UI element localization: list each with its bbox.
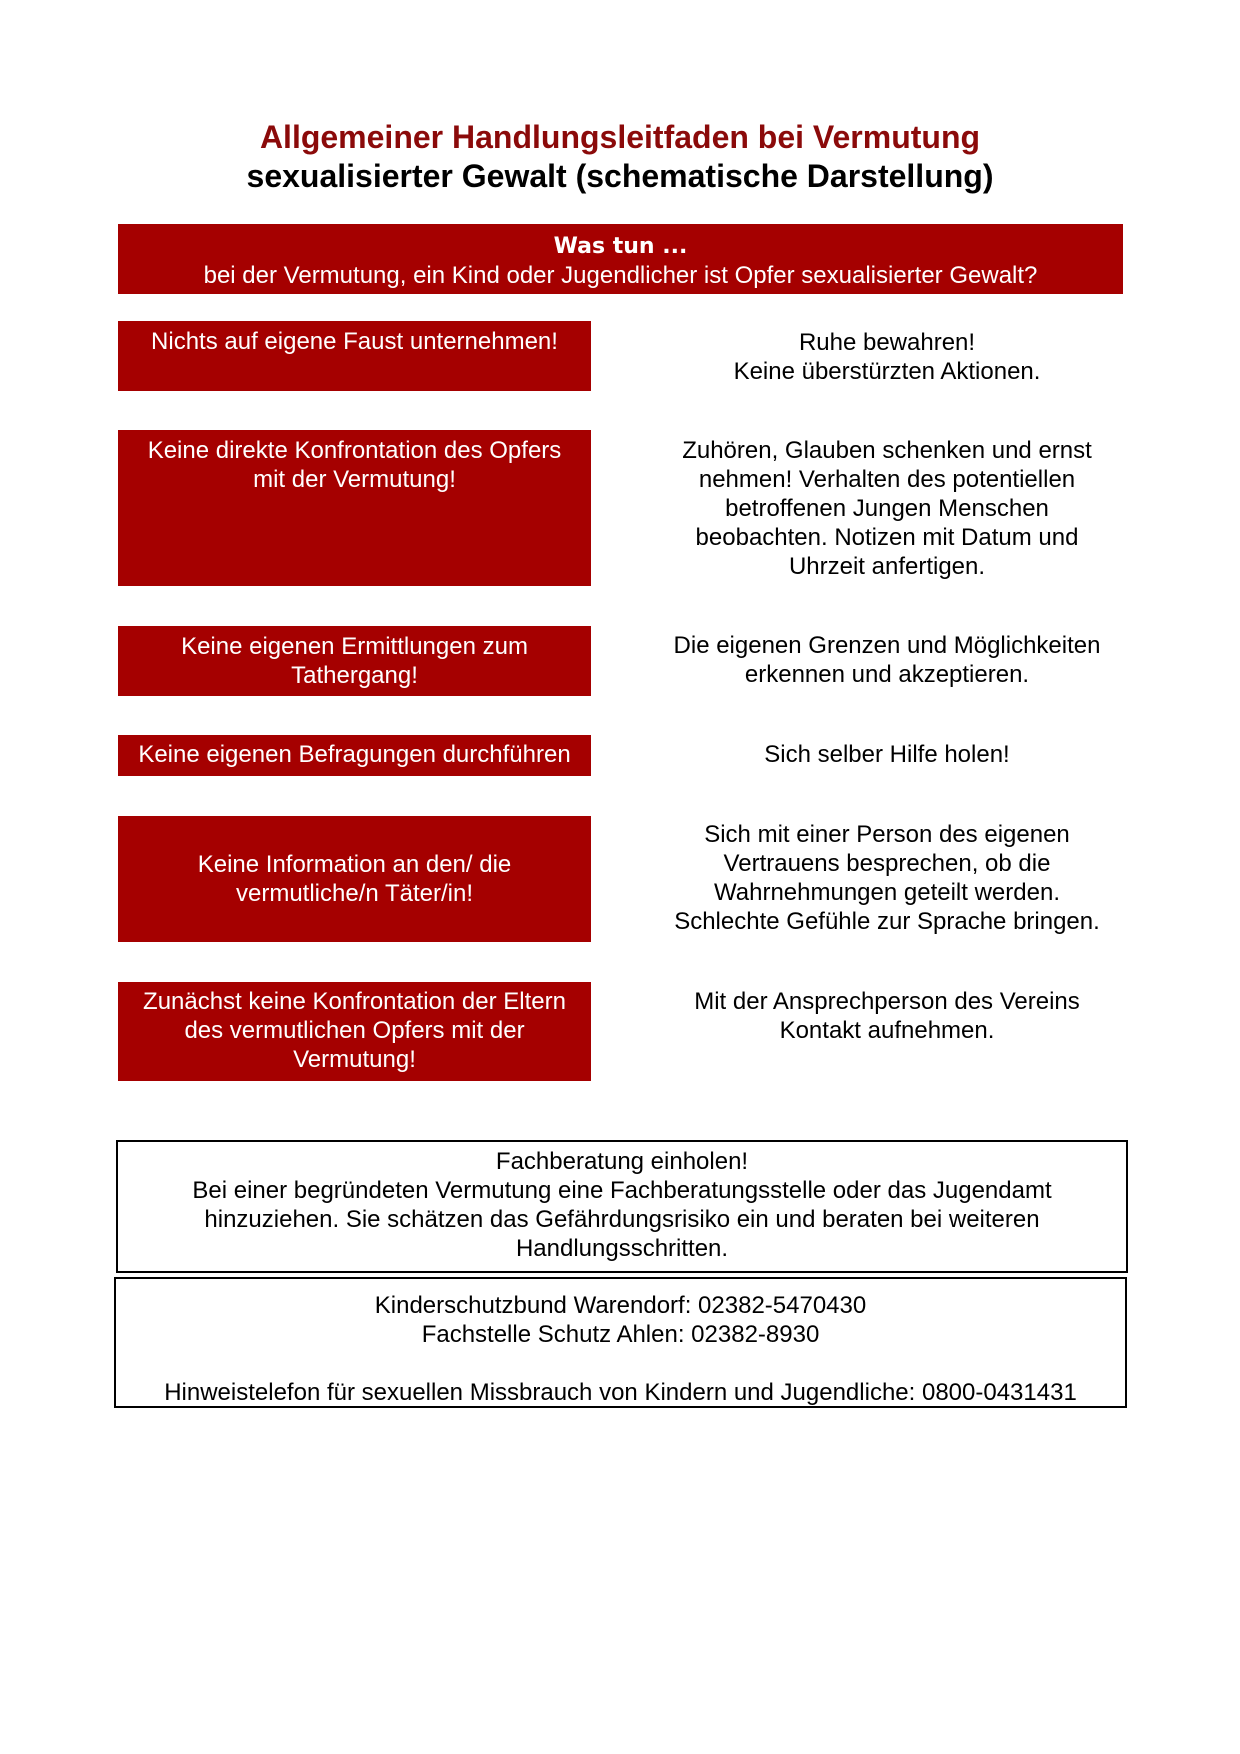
contact-line: Fachstelle Schutz Ahlen: 02382-8930 [421, 1321, 820, 1348]
left-box-text: vermutliche/n Täter/in! [236, 880, 473, 907]
right-text-line: Mit der Ansprechperson des Vereins [694, 988, 1080, 1015]
right-text-line: erkennen und akzeptieren. [744, 661, 1030, 688]
right-text-line: betroffenen Jungen Menschen [725, 495, 1049, 522]
left-box-1 [118, 321, 591, 391]
left-box-text: Keine eigenen Ermittlungen zum [181, 633, 528, 660]
contacts-box [114, 1277, 1127, 1408]
left-box-text: Zunächst keine Konfrontation der Eltern [143, 988, 566, 1015]
right-text-line: Sich mit einer Person des eigenen [704, 821, 1070, 848]
right-text-4 [652, 740, 1122, 769]
fachberatung-line: hinzuziehen. Sie schätzen das Gefährdungsrisiko ein und beraten bei weiteren [204, 1206, 1040, 1233]
left-box-6 [118, 982, 591, 1081]
left-box-4 [118, 735, 591, 776]
right-text-3 [652, 631, 1122, 689]
right-text-6 [652, 987, 1122, 1045]
header-line2: bei der Vermutung, ein Kind oder Jugendlicher ist Opfer sexualisierter Gewalt? [203, 262, 1038, 289]
left-box-text: Keine Information an den/ die [197, 851, 512, 878]
fachberatung-line: Handlungsschritten. [515, 1235, 729, 1262]
right-text-2 [652, 436, 1122, 581]
left-box-text: des vermutlichen Opfers mit der [184, 1017, 525, 1044]
right-text-line: beobachten. Notizen mit Datum und [695, 524, 1079, 551]
fachberatung-line: Bei einer begründeten Vermutung eine Fachberatungsstelle oder das Jugendamt [192, 1177, 1052, 1204]
right-text-line: Kontakt aufnehmen. [779, 1017, 995, 1044]
right-text-line: nehmen! Verhalten des potentiellen [698, 466, 1076, 493]
right-text-line: Schlechte Gefühle zur Sprache bringen. [674, 908, 1100, 935]
right-text-line: Keine überstürzten Aktionen. [733, 358, 1041, 385]
right-text-line: Sich selber Hilfe holen! [764, 741, 1010, 768]
left-box-text: Nichts auf eigene Faust unternehmen! [151, 328, 558, 355]
right-text-line: Ruhe bewahren! [798, 329, 976, 356]
right-text-5 [652, 820, 1122, 936]
right-text-line: Wahrnehmungen geteilt werden. [714, 879, 1060, 906]
right-text-line: Die eigenen Grenzen und Möglichkeiten [673, 632, 1101, 659]
left-box-text: Keine direkte Konfrontation des Opfers [147, 437, 562, 464]
left-box-text: Vermutung! [293, 1046, 416, 1073]
left-box-text: Keine eigenen Befragungen durchführen [138, 741, 571, 768]
header-line1: Was tun ... [553, 234, 688, 259]
right-text-1 [652, 328, 1122, 386]
left-box-3 [118, 626, 591, 696]
hotline-line: Hinweistelefon für sexuellen Missbrauch von Kindern und Jugendliche: 0800-0431431 [164, 1379, 1077, 1406]
right-text-line: Vertrauens besprechen, ob die [723, 850, 1051, 877]
right-text-line: Uhrzeit anfertigen. [788, 553, 986, 580]
left-box-2 [118, 430, 591, 586]
fachberatung-line: Fachberatung einholen! [495, 1148, 749, 1175]
page-title-line2: sexualisierter Gewalt (schematische Darstellung) [246, 158, 994, 194]
question-header [118, 224, 1123, 294]
contact-line: Kinderschutzbund Warendorf: 02382-5470430 [374, 1292, 867, 1319]
left-box-text: Tathergang! [291, 662, 418, 689]
left-box-5 [118, 816, 591, 942]
left-box-text: mit der Vermutung! [253, 466, 456, 493]
fachberatung-box [116, 1140, 1128, 1273]
page-title-line1: Allgemeiner Handlungsleitfaden bei Vermutung [259, 119, 981, 155]
right-text-line: Zuhören, Glauben schenken und ernst [682, 437, 1092, 464]
